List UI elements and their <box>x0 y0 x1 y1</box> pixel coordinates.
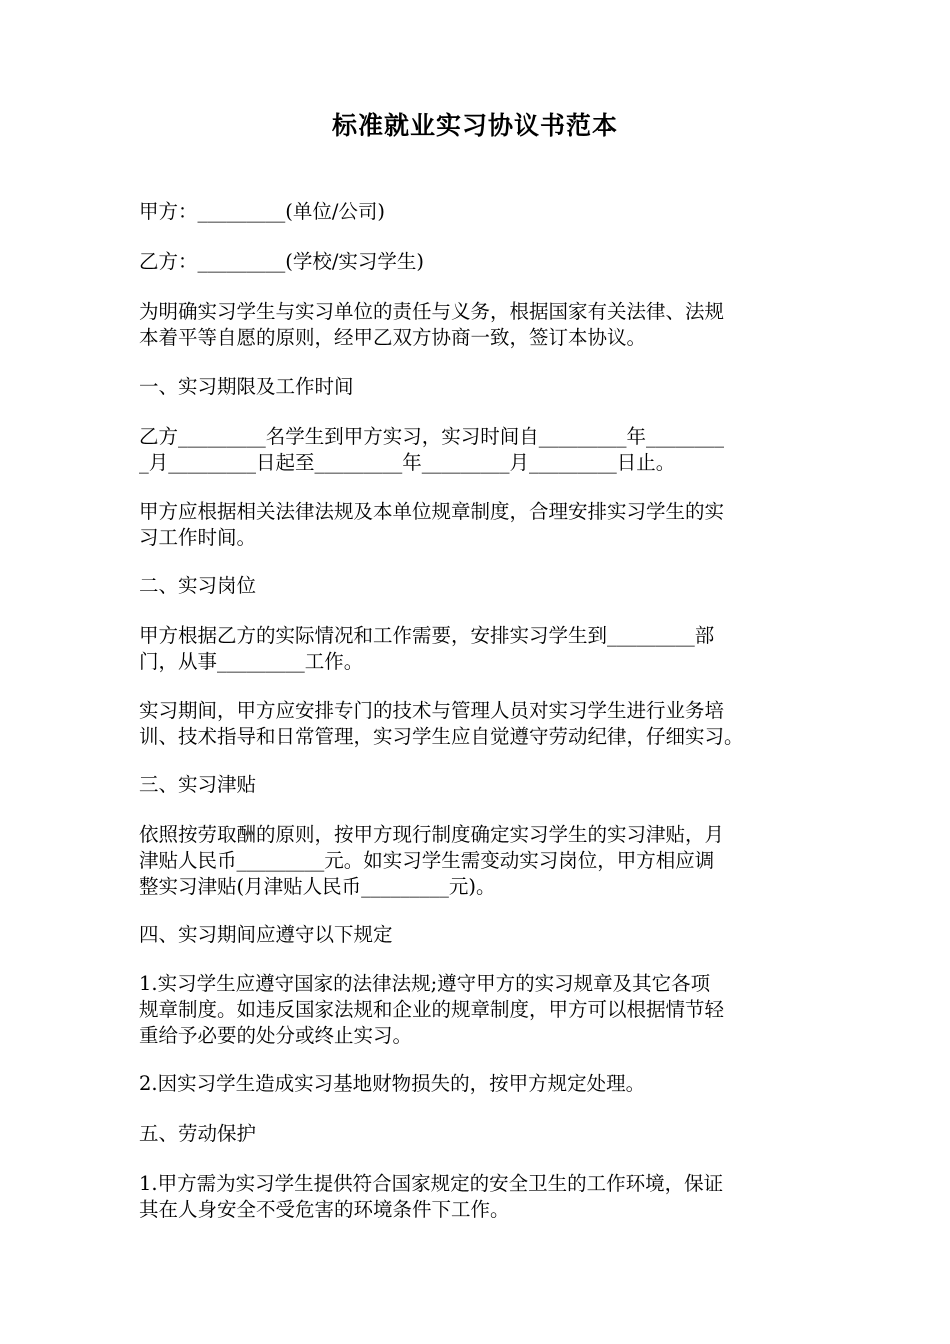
text-line: _月_________日起至_________年_________月_________日止。 <box>139 451 676 474</box>
text-line: 习工作时间。 <box>139 526 257 549</box>
text-line: 一、实习期限及工作时间 <box>139 375 354 398</box>
text-line: 本着平等自愿的原则，经甲乙双方协商一致，签订本协议。 <box>139 326 647 349</box>
position-paragraph <box>139 623 814 675</box>
text-line: 四、实习期间应遵守以下规定 <box>139 923 393 946</box>
rule-2-paragraph <box>139 1071 814 1097</box>
text-line: 1.甲方需为实习学生提供符合国家规定的安全卫生的工作环境，保证 <box>139 1172 724 1195</box>
training-paragraph <box>139 698 814 750</box>
text-line: 三、实习津贴 <box>139 773 257 796</box>
party-b-line <box>139 249 814 275</box>
text-line: 重给予必要的处分或终止实习。 <box>139 1024 413 1047</box>
internship-period-paragraph <box>139 424 814 476</box>
text-line: 实习期间，甲方应安排专门的技术与管理人员对实习学生进行业务培 <box>139 699 725 722</box>
party-a-line <box>139 199 814 225</box>
allowance-paragraph <box>139 822 814 900</box>
text-line: 2.因实习学生造成实习基地财物损失的，按甲方规定处理。 <box>139 1072 646 1095</box>
text-line: 甲方应根据相关法律法规及本单位规章制度，合理安排实习学生的实 <box>139 500 725 523</box>
section-heading-1 <box>139 374 814 400</box>
section-heading-2 <box>139 573 814 599</box>
section-heading-4 <box>139 922 814 948</box>
text-line: 其在人身安全不受危害的环境条件下工作。 <box>139 1198 510 1221</box>
text-line: 1.实习学生应遵守国家的法律法规;遵守甲方的实习规章及其它各项 <box>139 972 711 995</box>
labor-protection-paragraph <box>139 1171 814 1223</box>
text-line: 乙方：_________(学校/实习学生) <box>139 250 425 273</box>
text-line: 甲方：_________(单位/公司) <box>139 200 386 223</box>
text-line: 甲方根据乙方的实际情况和工作需要，安排实习学生到_________部 <box>139 624 715 647</box>
text-line: 训、技术指导和日常管理，实习学生应自觉遵守劳动纪律，仔细实习。 <box>139 725 744 748</box>
text-line: 乙方_________名学生到甲方实习，实习时间自_________年________ <box>139 425 725 448</box>
text-line: 津贴人民币_________元。如实习学生需变动实习岗位，甲方相应调 <box>139 849 715 872</box>
text-line: 为明确实习学生与实习单位的责任与义务，根据国家有关法律、法规 <box>139 300 725 323</box>
working-hours-paragraph <box>139 499 814 551</box>
rule-1-paragraph <box>139 971 814 1049</box>
text-line: 规章制度。如违反国家法规和企业的规章制度，甲方可以根据情节轻 <box>139 998 725 1021</box>
preamble-paragraph <box>139 299 814 351</box>
section-heading-3 <box>139 772 814 798</box>
text-line: 二、实习岗位 <box>139 574 257 597</box>
text-line: 依照按劳取酬的原则，按甲方现行制度确定实习学生的实习津贴，月 <box>139 823 725 846</box>
document-title: 标准就业实习协议书范本 <box>331 111 618 140</box>
section-heading-5 <box>139 1121 814 1147</box>
text-line: 五、劳动保护 <box>139 1122 257 1145</box>
text-line: 整实习津贴(月津贴人民币_________元)。 <box>139 875 496 898</box>
text-line: 门，从事_________工作。 <box>139 650 364 673</box>
